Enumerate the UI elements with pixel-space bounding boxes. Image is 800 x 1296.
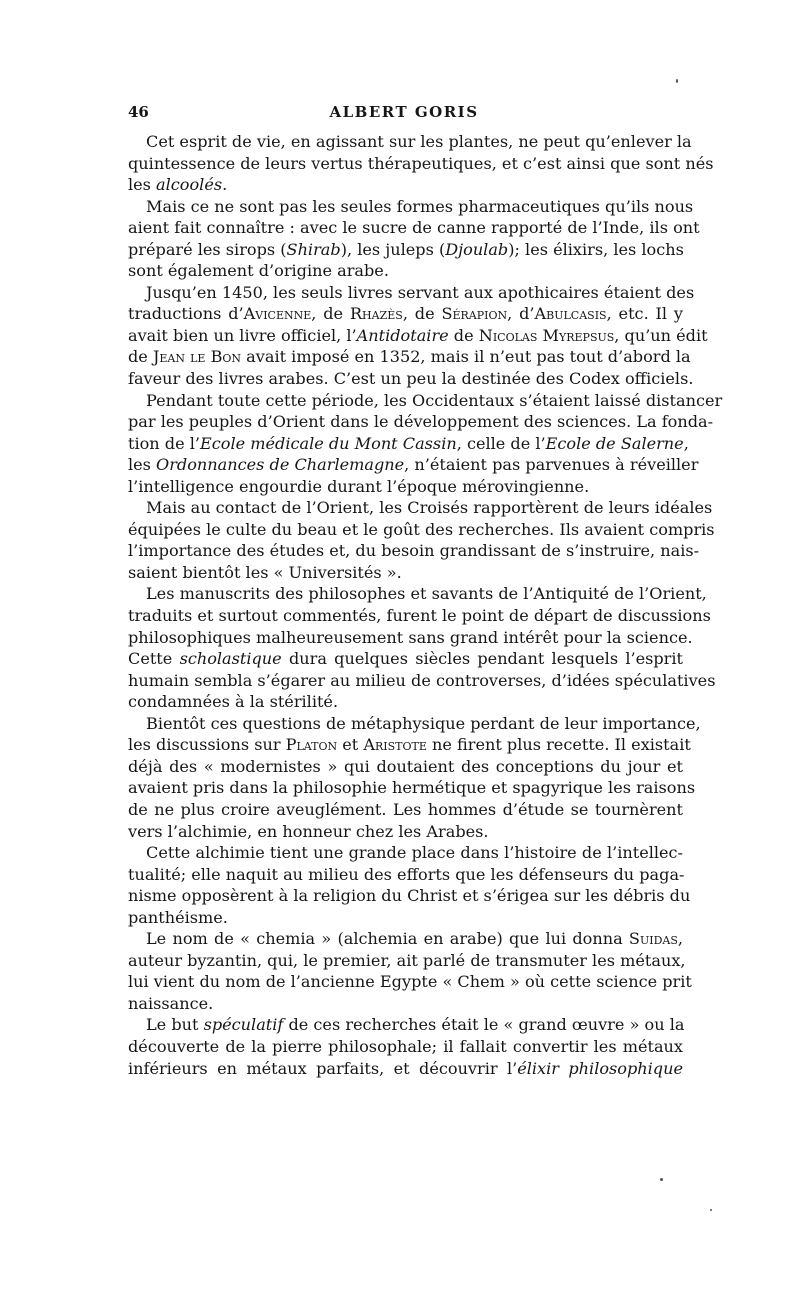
small-caps-name: Platon — [285, 735, 338, 755]
running-header — [128, 99, 680, 127]
small-caps-name: Suidas — [628, 929, 678, 949]
text-run: les — [128, 175, 157, 195]
paragraph — [128, 196, 700, 282]
text-run: de — [128, 347, 153, 367]
text-run: de ces recherches était le « grand œuvre » ou la — [283, 1015, 685, 1035]
paragraph — [128, 1014, 683, 1079]
text-run: , d’ — [507, 304, 535, 324]
scan-speck — [710, 1209, 712, 1211]
text-run: quintessence de leurs vertus thérapeutiques, et c’est ainsi que sont nés — [128, 153, 714, 173]
text-run: , qu’un édit — [614, 325, 708, 345]
text-run: auteur byzantin, qui, le premier, ait parlé de transmuter les métaux, — [128, 950, 686, 970]
text-line — [128, 325, 708, 347]
text-run: Bientôt ces questions de métaphysique perdant de leur importance, — [146, 713, 701, 733]
italic-run: Antidotaire — [356, 325, 449, 345]
text-line — [128, 756, 683, 778]
paragraph — [128, 928, 692, 1014]
text-run: Mais ce ne sont pas les seules formes pharmaceutiques qu’ils nous — [146, 196, 694, 216]
text-run: Cet esprit de vie, en agissant sur les plantes, ne peut qu’enlever la — [146, 132, 692, 151]
text-line — [128, 1058, 683, 1080]
text-run: inférieurs en métaux parfaits, et découvrir l’ — [128, 1058, 518, 1078]
text-run: de — [448, 325, 479, 345]
small-caps-name: Sérapion — [441, 304, 508, 324]
text-run: ); les élixirs, les lochs — [508, 239, 684, 259]
text-line — [128, 196, 694, 218]
text-run: avait bien un livre officiel, l’ — [128, 325, 357, 345]
text-line — [128, 799, 683, 821]
text-line — [128, 950, 686, 972]
text-run: les — [128, 455, 157, 475]
text-run: ne firent plus recette. Il existait — [426, 735, 691, 755]
text-line — [128, 821, 683, 843]
small-caps-name: Rhazès — [349, 304, 403, 324]
italic-run: Djoulab — [445, 239, 509, 259]
text-run: , de — [402, 304, 442, 324]
text-run: Le but — [146, 1015, 204, 1035]
text-run: l’importance des études et, du besoin grandissant de s’instruire, nais- — [128, 541, 700, 561]
text-line — [128, 433, 689, 455]
text-run: , n’étaient pas parvenues à réveiller — [404, 455, 699, 475]
text-run: Cette alchimie tient une grande place dans l’histoire de l’intellec- — [146, 843, 683, 863]
small-caps-name: Jean le Bon — [152, 347, 242, 367]
italic-run: Ecole médicale du Mont Cassin — [200, 433, 457, 453]
text-run: avait imposé en 1352, mais il n’eut pas tout d’abord la — [241, 347, 691, 367]
italic-run: Ecole de Salerne — [545, 433, 684, 453]
paragraph — [128, 131, 714, 196]
text-run: nisme opposèrent à la religion du Christ et s’érigea sur les débris du — [128, 886, 691, 906]
text-run: découverte de la pierre philosophale; il fallait convertir les métaux — [128, 1036, 683, 1056]
text-run: tualité; elle naquit au milieu des efforts que les défenseurs du paga- — [128, 864, 685, 884]
text-line — [128, 390, 723, 412]
text-run: et — [337, 735, 364, 755]
italic-run: Ordonnances de Charlemagne — [156, 455, 405, 475]
text-run: Cette — [128, 649, 180, 669]
text-run: par les peuples d’Orient dans le développement des sciences. La fonda- — [128, 412, 714, 432]
text-run: saient bientôt les « Universités ». — [128, 562, 402, 582]
text-line — [128, 605, 711, 627]
text-line — [128, 842, 683, 864]
italic-run: spéculatif — [203, 1015, 284, 1035]
text-run: naissance. — [128, 993, 214, 1013]
text-line — [128, 497, 713, 519]
text-line — [128, 648, 683, 670]
italic-run: Shirab — [286, 239, 341, 259]
italic-run: élixir philosophique — [517, 1058, 683, 1078]
text-run: faveur des livres arabes. C’est un peu la destinée des Codex officiels. — [128, 369, 694, 389]
text-line — [128, 174, 683, 196]
text-line — [128, 691, 683, 713]
text-run: Mais au contact de l’Orient, les Croisés rapportèrent de leurs idéales — [146, 498, 713, 518]
text-line — [128, 907, 683, 929]
small-caps-name: Nicolas Myrepsus — [478, 325, 615, 345]
text-line — [128, 713, 701, 735]
small-caps-name: Abulcasis — [534, 304, 607, 324]
italic-run: scholastique — [179, 649, 282, 669]
text-line — [128, 368, 694, 390]
paragraph — [128, 497, 715, 583]
text-run: humain sembla s’égarer au milieu de controverses, d’idées spéculatives — [128, 670, 716, 690]
text-line — [128, 303, 683, 325]
text-run: tion de l’ — [128, 433, 200, 453]
page-number: 46 — [128, 103, 149, 121]
text-run: préparé les sirops ( — [128, 239, 287, 259]
text-line — [128, 885, 691, 907]
text-line — [128, 519, 715, 541]
text-line — [128, 864, 683, 886]
text-line — [128, 153, 714, 175]
text-run: déjà des « modernistes » qui doutaient des conceptions du jour et — [128, 756, 683, 776]
text-run: , — [683, 433, 689, 453]
text-run: de ne plus croire aveuglément. Les hommes d’étude se tournèrent — [128, 799, 683, 819]
text-run: avaient pris dans la philosophie hermétique et spagyrique les raisons — [128, 778, 696, 798]
small-caps-name: Aristote — [363, 735, 427, 755]
text-line — [128, 971, 692, 993]
text-run: traductions d’ — [128, 304, 244, 324]
scan-speck — [676, 79, 678, 83]
text-line — [128, 476, 683, 498]
paragraph — [128, 282, 708, 390]
text-run: Les manuscrits des philosophes et savants de l’Antiquité de l’Orient, — [146, 584, 707, 604]
running-title: ALBERT GORIS — [329, 103, 479, 121]
scan-speck — [660, 1178, 663, 1181]
text-line — [128, 993, 683, 1015]
text-run: Pendant toute cette période, les Occidentaux s’étaient laissé distancer — [146, 390, 723, 410]
text-line — [128, 411, 714, 433]
paragraph — [128, 390, 723, 498]
text-line — [128, 239, 683, 261]
paragraph — [128, 842, 691, 928]
text-line — [128, 260, 683, 282]
text-run: philosophiques malheureusement sans grand intérêt pour la science. — [128, 627, 693, 647]
text-run: , etc. Il y — [606, 304, 683, 324]
text-line — [128, 627, 693, 649]
text-run: l’intelligence engourdie durant l’époque mérovingienne. — [128, 476, 590, 496]
text-line — [128, 454, 699, 476]
text-line — [128, 583, 707, 605]
text-run: aient fait connaître : avec le sucre de canne rapporté de l’Inde, ils ont — [128, 218, 700, 238]
text-line — [128, 282, 695, 304]
text-line — [128, 670, 716, 692]
small-caps-name: Avicenne — [243, 304, 312, 324]
text-run: les discussions sur — [128, 735, 286, 755]
text-run: dura quelques siècles pendant lesquels l’esprit — [281, 649, 683, 669]
text-run: panthéisme. — [128, 907, 228, 927]
italic-run: alcoolés. — [156, 175, 228, 195]
text-line — [128, 562, 683, 584]
text-line — [128, 1036, 683, 1058]
text-run: vers l’alchimie, en honneur chez les Arabes. — [128, 821, 489, 841]
text-line — [128, 777, 696, 799]
text-line — [128, 131, 692, 153]
text-line — [128, 1014, 683, 1036]
text-line — [128, 928, 683, 950]
text-line — [128, 217, 700, 239]
text-run: condamnées à la stérilité. — [128, 692, 339, 712]
text-run: ), les juleps ( — [340, 239, 446, 259]
text-line — [128, 540, 700, 562]
text-run: Le nom de « chemia » (alchemia en arabe) que lui donna — [146, 929, 629, 949]
text-run: sont également d’origine arabe. — [128, 261, 389, 281]
paragraph — [128, 713, 701, 842]
text-line — [128, 734, 691, 756]
body-text — [128, 131, 723, 1079]
text-line — [128, 346, 691, 368]
text-run: traduits et surtout commentés, furent le point de départ de discussions — [128, 606, 711, 626]
text-run: équipées le culte du beau et le goût des recherches. Ils avaient compris — [128, 519, 715, 539]
text-run: Jusqu’en 1450, les seuls livres servant aux apothicaires étaient des — [146, 282, 695, 302]
text-run: , celle de l’ — [456, 433, 546, 453]
text-run: , — [677, 929, 683, 949]
text-run: lui vient du nom de l’ancienne Egypte « Chem » où cette science prit — [128, 972, 692, 992]
text-run: , de — [311, 304, 350, 324]
paragraph — [128, 583, 716, 712]
